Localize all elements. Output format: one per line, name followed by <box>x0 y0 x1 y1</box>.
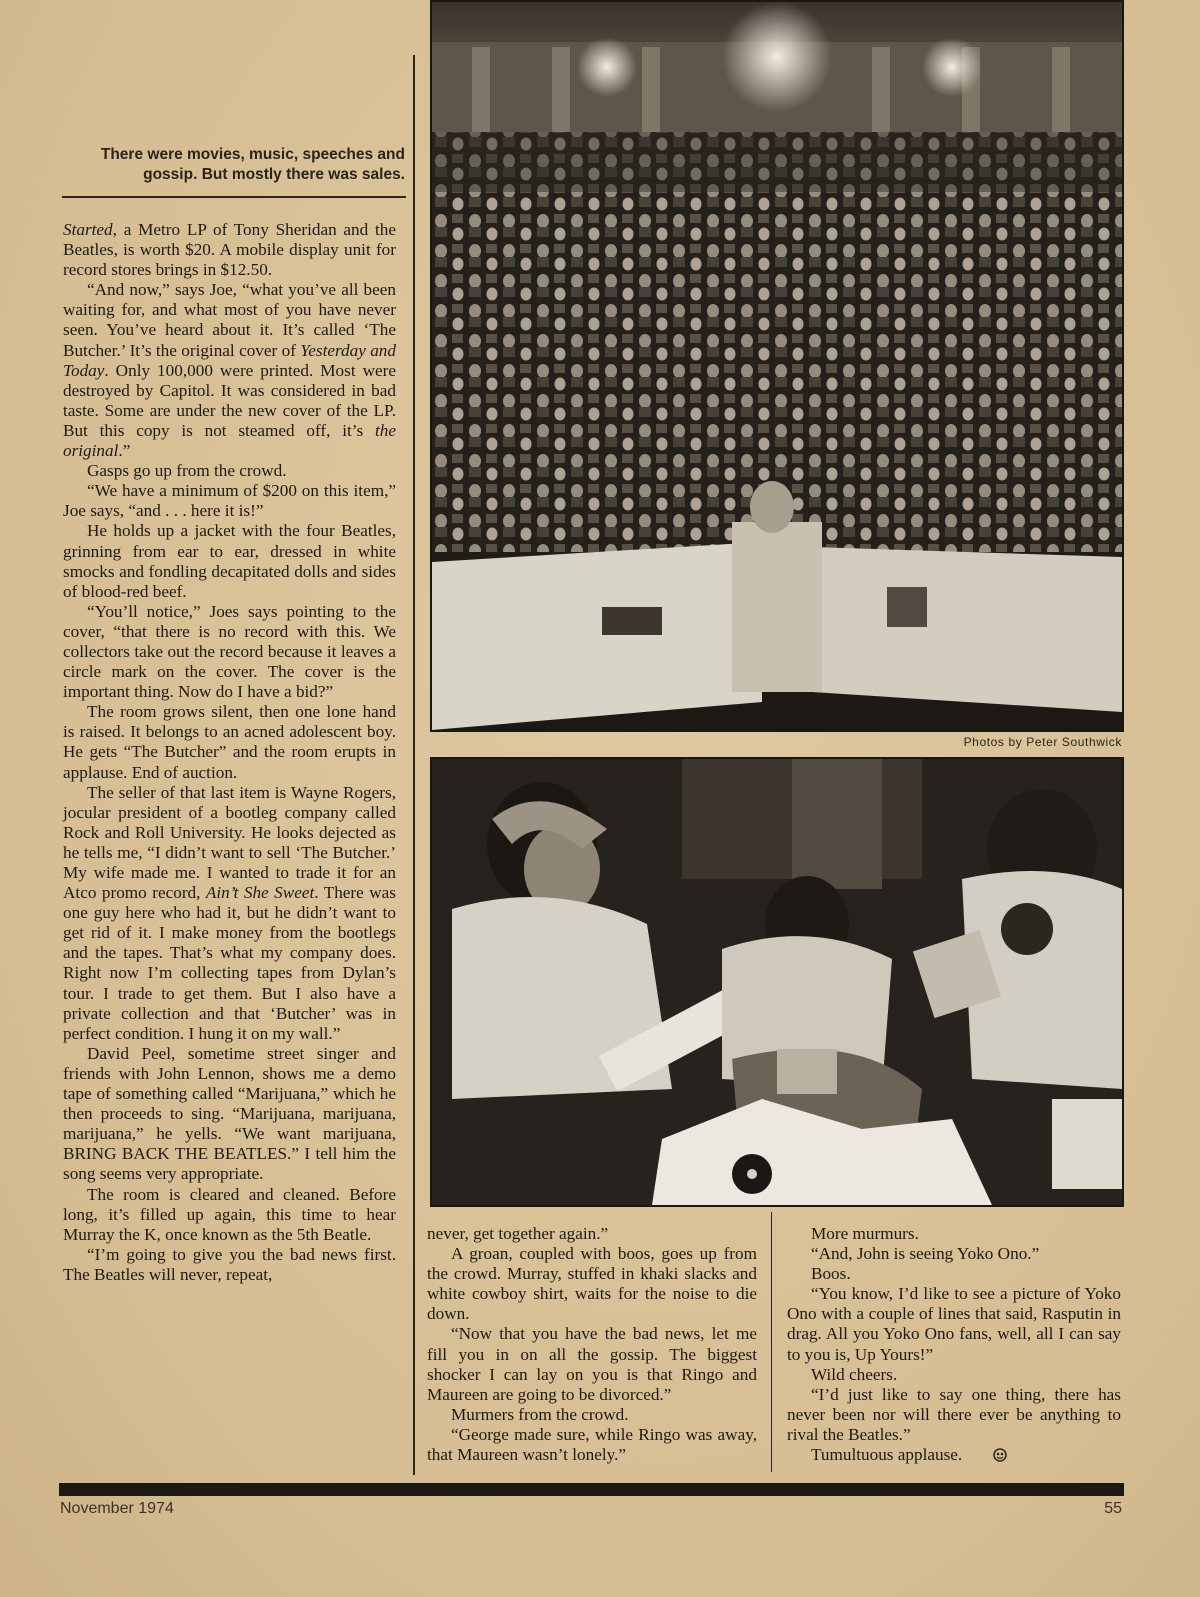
italic-title: Started <box>63 220 113 239</box>
article-paragraph <box>787 1445 1121 1465</box>
article-paragraph <box>63 280 396 461</box>
article-paragraph <box>427 1425 757 1465</box>
article-paragraph <box>63 461 396 481</box>
paragraph-text: “Now that you have the bad news, let me fill you in on all the gossip. The biggest shocker I can lay on you is that Ringo and Maureen are going to be divorced.” <box>427 1324 757 1404</box>
paragraph-text: Murmers from the crowd. <box>451 1404 629 1424</box>
paragraph-text: The room is cleared and cleaned. Before long, it’s filled up again, this time to hear Murray the K, once known as the 5th Beatle. <box>63 1184 396 1244</box>
article-paragraph <box>63 220 396 280</box>
pull-quote-rule <box>62 196 406 198</box>
pull-quote <box>60 145 405 185</box>
paragraph-text: “You’ll notice,” Joes says pointing to the cover, “that there is no record with this. We collectors take out the record because it leaves a circle mark on the cover. The cover is the important thing. Now do I have a bid?” <box>63 601 396 702</box>
article-paragraph <box>63 702 396 782</box>
paragraph-text: “I’d just like to say one thing, there has never been nor will there ever be anything to rival the Beatles.” <box>787 1384 1121 1444</box>
column-divider <box>413 55 415 1475</box>
paragraph-text: “You know, I’d like to see a picture of Yoko Ono with a couple of lines that said, Rasputin in drag. All you Yoko Ono fans, well, all I can say to you is, Up Yours!” <box>787 1284 1121 1364</box>
paragraph-text: David Peel, sometime street singer and friends with John Lennon, shows me a demo tape of something called “Marijuana,” which he then proceeds to sing. “Marijuana, marijuana, marijuana,” he yells. “We want marijuana, BRING BACK THE BEATLES.” I tell him the song seems very appropriate. <box>63 1043 396 1184</box>
article-paragraph <box>427 1224 757 1244</box>
paragraph-text: “I’m going to give you the bad news first. The Beatles will never, repeat, <box>63 1244 396 1284</box>
article-paragraph <box>63 602 396 702</box>
paragraph-text: “We have a minimum of $200 on this item,” Joe says, “and . . . here it is!” <box>63 481 396 521</box>
paragraph-text: , a Metro LP of Tony Sheridan and the Beatles, is worth $20. A mobile display unit for record stores brings in $12.50. <box>63 220 396 280</box>
paragraph-text: Wild cheers. <box>811 1364 898 1384</box>
paragraph-text: “And, John is seeing Yoko Ono.” <box>811 1244 1040 1264</box>
paragraph-text: A groan, coupled with boos, goes up from the crowd. Murray, stuffed in khaki slacks and white cowboy shirt, waits for the noise to die down. <box>427 1244 757 1324</box>
pull-quote-line: gossip. But mostly there was sales. <box>143 166 405 183</box>
footer-rule <box>59 1483 1124 1496</box>
paragraph-text: Boos. <box>811 1264 851 1284</box>
paragraph-text: The room grows silent, then one lone hand is raised. It belongs to an acned adolescent boy. He gets “The Butcher” and the room erupts in applause. End of auction. <box>63 702 396 782</box>
page-number: 55 <box>1104 1500 1122 1517</box>
article-paragraph <box>787 1385 1121 1445</box>
article-paragraph <box>63 1044 396 1185</box>
paragraph-text: . Only 100,000 were printed. Most were destroyed by Capitol. It was considered in bad taste. Some are under the new cover of the LP. But this copy is not steamed off, it’s <box>63 360 396 440</box>
article-column-1 <box>63 220 396 1285</box>
italic-title: the original <box>63 420 396 461</box>
article-paragraph <box>63 1245 396 1285</box>
end-mark-icon <box>968 1447 984 1461</box>
issue-date: November 1974 <box>60 1500 174 1517</box>
paragraph-text: never, get together again.” <box>427 1224 609 1243</box>
article-paragraph <box>787 1365 1121 1385</box>
paragraph-text: “And now,” says Joe, “what you’ve all been waiting for, and what most of you have never seen. You’ve heard about it. It’s called ‘The Butcher.’ It’s the original cover of <box>63 280 396 360</box>
article-column-2 <box>427 1224 757 1465</box>
pull-quote-line: There were movies, music, speeches and <box>100 146 405 163</box>
paragraph-text: Tumultuous applause. <box>811 1445 963 1465</box>
paragraph-text: The seller of that last item is Wayne Rogers, jocular president of a bootleg company called Rock and Roll University. He looks dejected as he tells me, “I didn’t want to sell ‘The Butcher.’ My wife made me. I wanted to trade it for an Atco promo record, <box>63 782 396 903</box>
article-paragraph <box>63 1185 396 1245</box>
ballroom-crowd-photo <box>430 0 1124 732</box>
article-paragraph <box>427 1324 757 1404</box>
paragraph-text: .” <box>118 441 131 461</box>
article-paragraph <box>63 481 396 521</box>
paragraph-text: “George made sure, while Ringo was away, that Maureen wasn’t lonely.” <box>427 1424 757 1465</box>
italic-title: Ain’t She Sweet <box>205 883 315 903</box>
paragraph-text: He holds up a jacket with the four Beatles, grinning from ear to ear, dressed in white smocks and fondling decapitated dolls and sides of blood-red beef. <box>63 521 396 601</box>
article-paragraph <box>63 521 396 601</box>
paragraph-text: . There was one guy here who had it, but he didn’t want to get rid of it. I make money from the bootlegs and the tapes. That’s what my company does. Right now I’m collecting tapes from Dylan’s tour. I trade to get them. But I also have a private collection and that ‘Butcher’ was in perfect condition. I hung it on my wall.” <box>63 883 396 1043</box>
photo-credit: Photos by Peter Southwick <box>963 735 1122 749</box>
article-paragraph <box>787 1224 1121 1244</box>
article-paragraph <box>787 1244 1121 1264</box>
article-paragraph <box>63 783 396 1044</box>
article-column-3 <box>787 1224 1121 1465</box>
paragraph-text: More murmurs. <box>811 1224 919 1243</box>
paragraph-text: Gasps go up from the crowd. <box>87 461 287 481</box>
italic-title: Yesterday and Today <box>63 340 396 380</box>
article-paragraph <box>787 1264 1121 1284</box>
column-divider <box>771 1212 772 1472</box>
article-paragraph <box>787 1284 1121 1364</box>
article-paragraph <box>427 1244 757 1324</box>
record-collectors-photo <box>430 757 1124 1207</box>
article-paragraph <box>427 1405 757 1425</box>
